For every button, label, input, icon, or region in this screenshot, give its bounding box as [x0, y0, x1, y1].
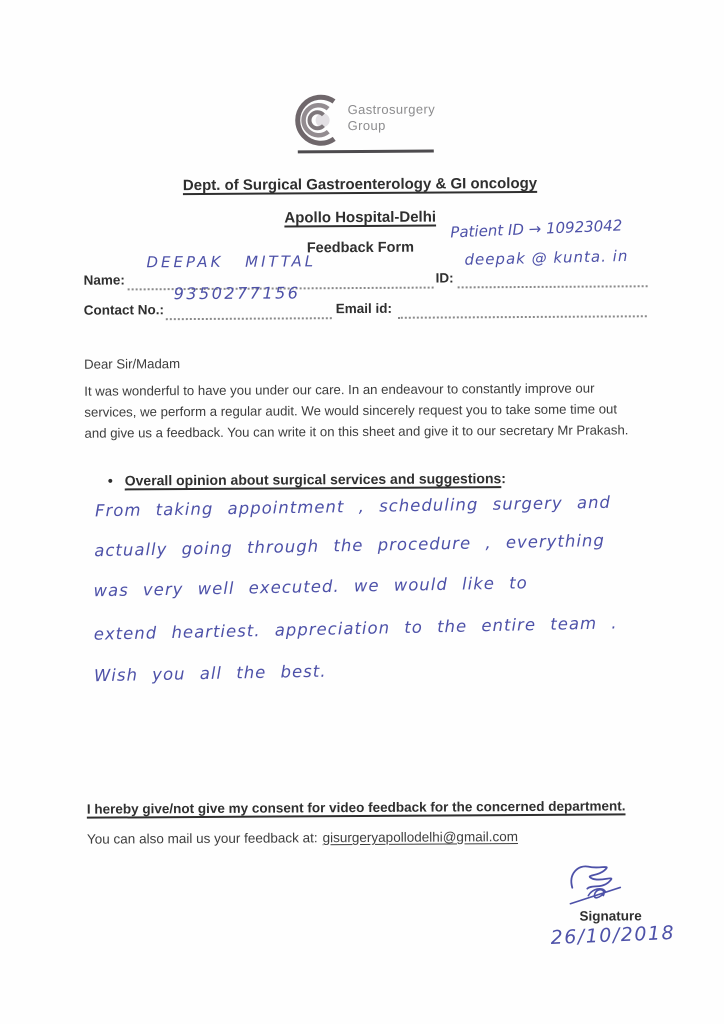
feedback-handwriting-line: Wish you all the best. [93, 661, 327, 686]
section-heading-colon: : [501, 470, 506, 487]
bullet-icon: • [107, 472, 113, 489]
logo-divider [298, 150, 434, 154]
contact-label: Contact No.: [83, 302, 165, 318]
logo-line2: Group [347, 117, 386, 134]
consent-statement [87, 798, 626, 816]
signature-label: Signature [579, 908, 642, 924]
id-dotted-line [458, 270, 648, 288]
consent-statement-text: I hereby give/not give my consent for video feedback for the concerned department. [86, 798, 626, 817]
date-handwriting: 26/10/2018 [550, 921, 676, 950]
opinion-section-heading [108, 470, 506, 488]
hospital-title-text: Apollo Hospital-Delhi [284, 208, 437, 227]
dept-title-text: Dept. of Surgical Gastroenterology & GI oncology [182, 174, 538, 195]
contact-value-handwriting: 9350277156 [173, 283, 301, 304]
mail-feedback-line [87, 829, 518, 847]
email-dotted-line [398, 300, 647, 319]
feedback-handwriting-line: actually going through the procedure , everything [94, 530, 606, 561]
email-label: Email id: [335, 300, 393, 317]
patient-id-handwriting: Patient ID → 10923042 [449, 216, 623, 242]
salutation: Dear Sir/Madam [84, 356, 181, 372]
id-value-handwriting: deepak @ kunta. in [464, 246, 629, 269]
dept-title [0, 174, 722, 195]
section-heading-text: Overall opinion about surgical services and suggestions [124, 470, 502, 489]
logo-wordmark [347, 102, 435, 135]
form-title: Feedback Form [306, 239, 415, 257]
name-value-handwriting: DEEPAK MITTAL [146, 252, 317, 272]
signature-scribble-icon [558, 859, 642, 910]
feedback-handwriting-line: was very well executed. we would like to [93, 573, 528, 601]
contact-dotted-line [166, 302, 332, 320]
feedback-email-address: gisurgeryapollodelhi@gmail.com [322, 829, 518, 846]
mail-prefix-text: You can also mail us your feedback at: [86, 830, 318, 847]
id-label: ID: [435, 270, 454, 286]
intro-paragraph: It was wonderful to have you under our care. In an endeavour to constantly improve our services, we perform a regular audit. We would sincerely request you to take some time out and give us a feedback. You can write it on this sheet and give it to our secretary Mr Prakash. [84, 380, 629, 441]
name-label: Name: [83, 272, 125, 288]
feedback-handwriting-line: From taking appointment , scheduling surgery and [94, 492, 612, 521]
logo-line1: Gastrosurgery [347, 101, 436, 118]
gastrosurgery-group-logo-icon [293, 93, 345, 147]
feedback-handwriting-line: extend heartiest. appreciation to the entire team . [93, 613, 618, 644]
